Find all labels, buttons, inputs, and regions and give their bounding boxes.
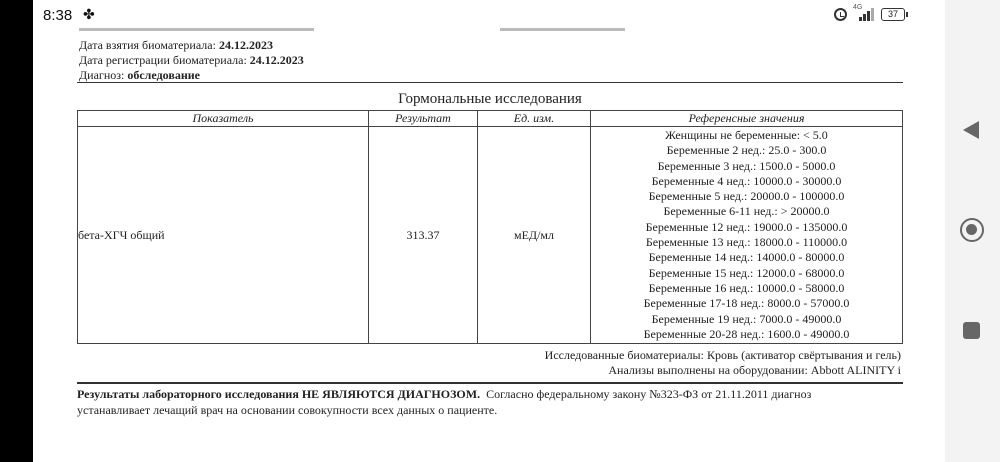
- reference-item: Беременные 12 нед.: 19000.0 - 135000.0: [645, 219, 848, 234]
- back-icon[interactable]: [963, 121, 979, 139]
- header-unit: Ед. изм.: [478, 111, 591, 127]
- fan-icon: ✤: [83, 7, 95, 23]
- header-indicator: Показатель: [78, 111, 369, 127]
- disclaimer-text: Согласно федеральному закону №323-ФЗ от 21.11.2011 диагноз: [480, 387, 812, 401]
- reference-item: Беременные 4 нед.: 10000.0 - 30000.0: [651, 173, 842, 188]
- reference-item: Беременные 3 нед.: 1500.0 - 5000.0: [657, 158, 836, 173]
- divider: [77, 82, 903, 83]
- collection-date: 24.12.2023: [218, 38, 273, 52]
- registration-date-line: Дата регистрации биоматериала: 24.12.2023: [79, 53, 304, 67]
- unit: мЕД/мл: [478, 127, 591, 344]
- reference-item: Беременные 19 нед.: 7000.0 - 49000.0: [651, 311, 842, 326]
- divider: [77, 382, 903, 384]
- reference-item: Беременные 14 нед.: 14000.0 - 80000.0: [648, 250, 845, 265]
- disclaimer-bold: Результаты лабораторного исследования НЕ ЯВЛЯЮТСЯ ДИАГНОЗОМ.: [77, 387, 481, 401]
- indicator-name: бета-ХГЧ общий: [78, 127, 369, 344]
- equipment-note: Анализы выполнены на оборудовании: Abbott ALINITY i: [608, 363, 901, 377]
- disclaimer-line-2: устанавливает лечащий врач на основании совокупности всех данных о пациенте.: [77, 403, 498, 417]
- left-black-strip: [0, 0, 33, 462]
- reference-item: Женщины не беременные: < 5.0: [665, 128, 828, 142]
- reference-item: Беременные 15 нед.: 12000.0 - 68000.0: [648, 265, 845, 280]
- reference-item: Беременные 5 нед.: 20000.0 - 100000.0: [648, 189, 845, 204]
- collection-date-line: Дата взятия биоматериала: 24.12.2023: [79, 38, 273, 52]
- status-icons: [834, 4, 905, 21]
- section-title: Гормональные исследования: [398, 91, 582, 107]
- diagnosis: обследование: [127, 68, 200, 82]
- table-row: [78, 127, 903, 344]
- clipped-text-line: [77, 26, 903, 33]
- alarm-icon: [834, 8, 847, 21]
- home-icon[interactable]: [960, 218, 984, 242]
- battery-icon: 37: [881, 8, 905, 21]
- header-result: Результат: [369, 111, 478, 127]
- reference-item: Беременные 20-28 нед.: 1600.0 - 49000.0: [643, 326, 850, 341]
- reference-item: Беременные 17-18 нед.: 8000.0 - 57000.0: [643, 296, 850, 311]
- header-reference: Референсные значения: [591, 111, 903, 127]
- table-header-row: [78, 111, 903, 127]
- reference-item: Беременные 2 нед.: 25.0 - 300.0: [666, 143, 827, 158]
- registration-date: 24.12.2023: [249, 53, 304, 67]
- reference-item: Беременные 13 нед.: 18000.0 - 110000.0: [645, 235, 848, 250]
- biomaterial-note: Исследованные биоматериалы: Кровь (активатор свёртывания и гель): [544, 348, 901, 362]
- clock: 8:38: [43, 7, 73, 24]
- reference-item: Беременные 16 нед.: 10000.0 - 58000.0: [648, 280, 845, 295]
- network-type: 4G: [853, 4, 863, 11]
- signal-icon: [853, 4, 875, 21]
- recents-icon[interactable]: [963, 322, 980, 339]
- result-value: 313.37: [369, 127, 478, 344]
- diagnosis-line: Диагноз: обследование: [79, 68, 200, 82]
- results-table: [77, 110, 903, 344]
- disclaimer: [77, 386, 903, 418]
- reference-item: Беременные 6-11 нед.: > 20000.0: [663, 204, 830, 219]
- reference-values: [591, 127, 903, 344]
